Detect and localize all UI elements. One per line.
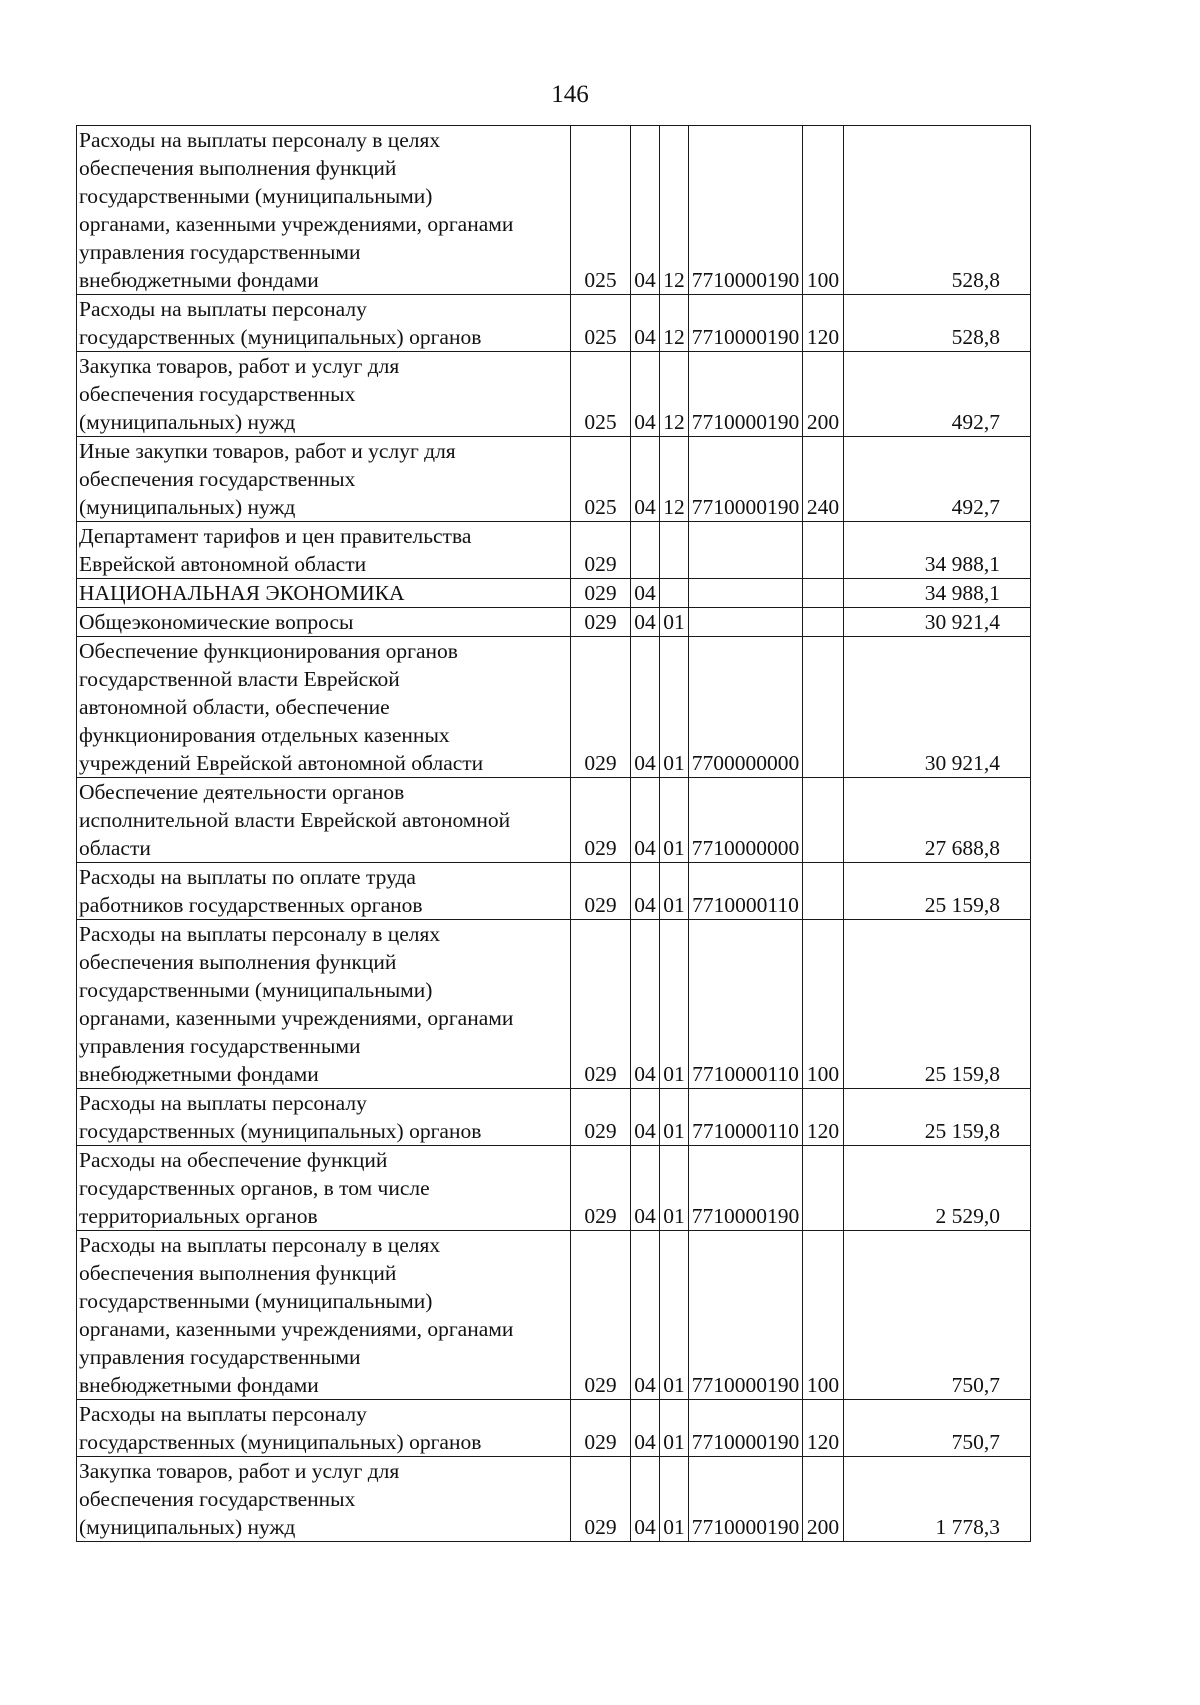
table-row <box>77 1146 1031 1231</box>
expense-type-cell <box>803 637 844 778</box>
admin-code-cell: 029 <box>571 579 631 608</box>
amount-cell: 528,8 <box>844 126 1031 295</box>
subsection-code-cell: 01 <box>660 920 689 1089</box>
table-row <box>77 522 1031 579</box>
admin-code-cell: 029 <box>571 1457 631 1542</box>
target-article-cell: 7710000190 <box>689 437 803 522</box>
subsection-code-cell: 01 <box>660 778 689 863</box>
expense-type-cell: 120 <box>803 295 844 352</box>
subsection-code-cell: 12 <box>660 352 689 437</box>
target-article-cell: 7710000190 <box>689 1457 803 1542</box>
target-article-cell <box>689 608 803 637</box>
expense-type-cell: 100 <box>803 920 844 1089</box>
target-article-cell: 7710000110 <box>689 920 803 1089</box>
subsection-code-cell <box>660 579 689 608</box>
amount-cell: 2 529,0 <box>844 1146 1031 1231</box>
expense-type-cell <box>803 778 844 863</box>
table-row <box>77 1457 1031 1542</box>
section-code-cell: 04 <box>631 920 660 1089</box>
expense-type-cell <box>803 1146 844 1231</box>
subsection-code-cell <box>660 522 689 579</box>
amount-cell: 492,7 <box>844 352 1031 437</box>
table-row <box>77 1231 1031 1400</box>
admin-code-cell: 029 <box>571 1400 631 1457</box>
admin-code-cell: 025 <box>571 126 631 295</box>
admin-code-cell: 025 <box>571 437 631 522</box>
table-row <box>77 437 1031 522</box>
amount-cell: 25 159,8 <box>844 920 1031 1089</box>
table-row <box>77 295 1031 352</box>
target-article-cell: 7710000190 <box>689 1146 803 1231</box>
admin-code-cell: 029 <box>571 1146 631 1231</box>
amount-cell: 27 688,8 <box>844 778 1031 863</box>
expense-type-cell <box>803 522 844 579</box>
expense-type-cell: 120 <box>803 1400 844 1457</box>
page-number: 146 <box>551 81 589 108</box>
expense-type-cell <box>803 863 844 920</box>
subsection-code-cell: 01 <box>660 637 689 778</box>
expense-name-cell: Расходы на обеспечение функций государственных органов, в том числе территориальных органов <box>77 1146 571 1231</box>
admin-code-cell: 029 <box>571 778 631 863</box>
target-article-cell: 7710000190 <box>689 295 803 352</box>
expense-type-cell: 100 <box>803 126 844 295</box>
subsection-code-cell: 01 <box>660 1146 689 1231</box>
section-code-cell: 04 <box>631 1457 660 1542</box>
expense-name-cell: Расходы на выплаты персоналу в целях обеспечения выполнения функций государственными (муниципальными) органами, казенными учреждениями, органами управления государственными внебюджетными фондами <box>77 1231 571 1400</box>
section-code-cell: 04 <box>631 637 660 778</box>
amount-cell: 492,7 <box>844 437 1031 522</box>
table-row <box>77 863 1031 920</box>
target-article-cell: 7710000110 <box>689 1089 803 1146</box>
table-row <box>77 1400 1031 1457</box>
target-article-cell <box>689 579 803 608</box>
section-code-cell: 04 <box>631 1231 660 1400</box>
expense-name-cell: Расходы на выплаты персоналу государственных (муниципальных) органов <box>77 1400 571 1457</box>
subsection-code-cell: 12 <box>660 126 689 295</box>
table-row <box>77 608 1031 637</box>
section-code-cell: 04 <box>631 579 660 608</box>
subsection-code-cell: 12 <box>660 295 689 352</box>
amount-cell: 25 159,8 <box>844 1089 1031 1146</box>
amount-cell: 1 778,3 <box>844 1457 1031 1542</box>
table-row <box>77 126 1031 295</box>
target-article-cell: 7710000110 <box>689 863 803 920</box>
expense-name-cell: Расходы на выплаты по оплате труда работников государственных органов <box>77 863 571 920</box>
section-code-cell: 04 <box>631 863 660 920</box>
section-code-cell: 04 <box>631 352 660 437</box>
table-row <box>77 352 1031 437</box>
subsection-code-cell: 01 <box>660 1231 689 1400</box>
budget-table <box>76 125 1031 1542</box>
expense-type-cell <box>803 579 844 608</box>
admin-code-cell: 029 <box>571 522 631 579</box>
admin-code-cell: 025 <box>571 295 631 352</box>
expense-name-cell: Расходы на выплаты персоналу в целях обеспечения выполнения функций государственными (муниципальными) органами, казенными учреждениями, органами управления государственными внебюджетными фондами <box>77 920 571 1089</box>
amount-cell: 750,7 <box>844 1400 1031 1457</box>
admin-code-cell: 029 <box>571 608 631 637</box>
expense-name-cell: Расходы на выплаты персоналу государственных (муниципальных) органов <box>77 295 571 352</box>
subsection-code-cell: 12 <box>660 437 689 522</box>
expense-type-cell <box>803 608 844 637</box>
amount-cell: 34 988,1 <box>844 522 1031 579</box>
admin-code-cell: 025 <box>571 352 631 437</box>
table-row <box>77 778 1031 863</box>
expense-type-cell: 100 <box>803 1231 844 1400</box>
section-code-cell <box>631 522 660 579</box>
expense-name-cell: Расходы на выплаты персоналу в целях обеспечения выполнения функций государственными (муниципальными) органами, казенными учреждениями, органами управления государственными внебюджетными фондами <box>77 126 571 295</box>
expense-type-cell: 240 <box>803 437 844 522</box>
subsection-code-cell: 01 <box>660 1400 689 1457</box>
section-code-cell: 04 <box>631 778 660 863</box>
admin-code-cell: 029 <box>571 637 631 778</box>
table-row <box>77 920 1031 1089</box>
admin-code-cell: 029 <box>571 863 631 920</box>
expense-type-cell: 200 <box>803 1457 844 1542</box>
subsection-code-cell: 01 <box>660 608 689 637</box>
target-article-cell: 7710000000 <box>689 778 803 863</box>
amount-cell: 30 921,4 <box>844 608 1031 637</box>
target-article-cell: 7710000190 <box>689 352 803 437</box>
subsection-code-cell: 01 <box>660 1457 689 1542</box>
amount-cell: 528,8 <box>844 295 1031 352</box>
section-code-cell: 04 <box>631 1146 660 1231</box>
admin-code-cell: 029 <box>571 920 631 1089</box>
target-article-cell: 7710000190 <box>689 1400 803 1457</box>
expense-type-cell: 120 <box>803 1089 844 1146</box>
table-row <box>77 637 1031 778</box>
amount-cell: 750,7 <box>844 1231 1031 1400</box>
section-code-cell: 04 <box>631 437 660 522</box>
expense-name-cell: Закупка товаров, работ и услуг для обеспечения государственных (муниципальных) нужд <box>77 1457 571 1542</box>
target-article-cell: 7710000190 <box>689 126 803 295</box>
table-row <box>77 579 1031 608</box>
expense-name-cell: НАЦИОНАЛЬНАЯ ЭКОНОМИКА <box>77 579 571 608</box>
expense-name-cell: Иные закупки товаров, работ и услуг для обеспечения государственных (муниципальных) нужд <box>77 437 571 522</box>
amount-cell: 25 159,8 <box>844 863 1031 920</box>
section-code-cell: 04 <box>631 608 660 637</box>
admin-code-cell: 029 <box>571 1089 631 1146</box>
section-code-cell: 04 <box>631 126 660 295</box>
expense-name-cell: Общеэкономические вопросы <box>77 608 571 637</box>
subsection-code-cell: 01 <box>660 863 689 920</box>
table-row <box>77 1089 1031 1146</box>
expense-name-cell: Расходы на выплаты персоналу государственных (муниципальных) органов <box>77 1089 571 1146</box>
target-article-cell: 7710000190 <box>689 1231 803 1400</box>
expense-type-cell: 200 <box>803 352 844 437</box>
amount-cell: 30 921,4 <box>844 637 1031 778</box>
section-code-cell: 04 <box>631 1089 660 1146</box>
section-code-cell: 04 <box>631 1400 660 1457</box>
target-article-cell: 7700000000 <box>689 637 803 778</box>
subsection-code-cell: 01 <box>660 1089 689 1146</box>
expense-name-cell: Обеспечение функционирования органов государственной власти Еврейской автономной области, обеспечение функционирования отдельных казенных учреждений Еврейской автономной области <box>77 637 571 778</box>
expense-name-cell: Закупка товаров, работ и услуг для обеспечения государственных (муниципальных) нужд <box>77 352 571 437</box>
amount-cell: 34 988,1 <box>844 579 1031 608</box>
expense-name-cell: Департамент тарифов и цен правительства Еврейской автономной области <box>77 522 571 579</box>
section-code-cell: 04 <box>631 295 660 352</box>
budget-table-body <box>77 126 1031 1542</box>
expense-name-cell: Обеспечение деятельности органов исполнительной власти Еврейской автономной области <box>77 778 571 863</box>
target-article-cell <box>689 522 803 579</box>
admin-code-cell: 029 <box>571 1231 631 1400</box>
